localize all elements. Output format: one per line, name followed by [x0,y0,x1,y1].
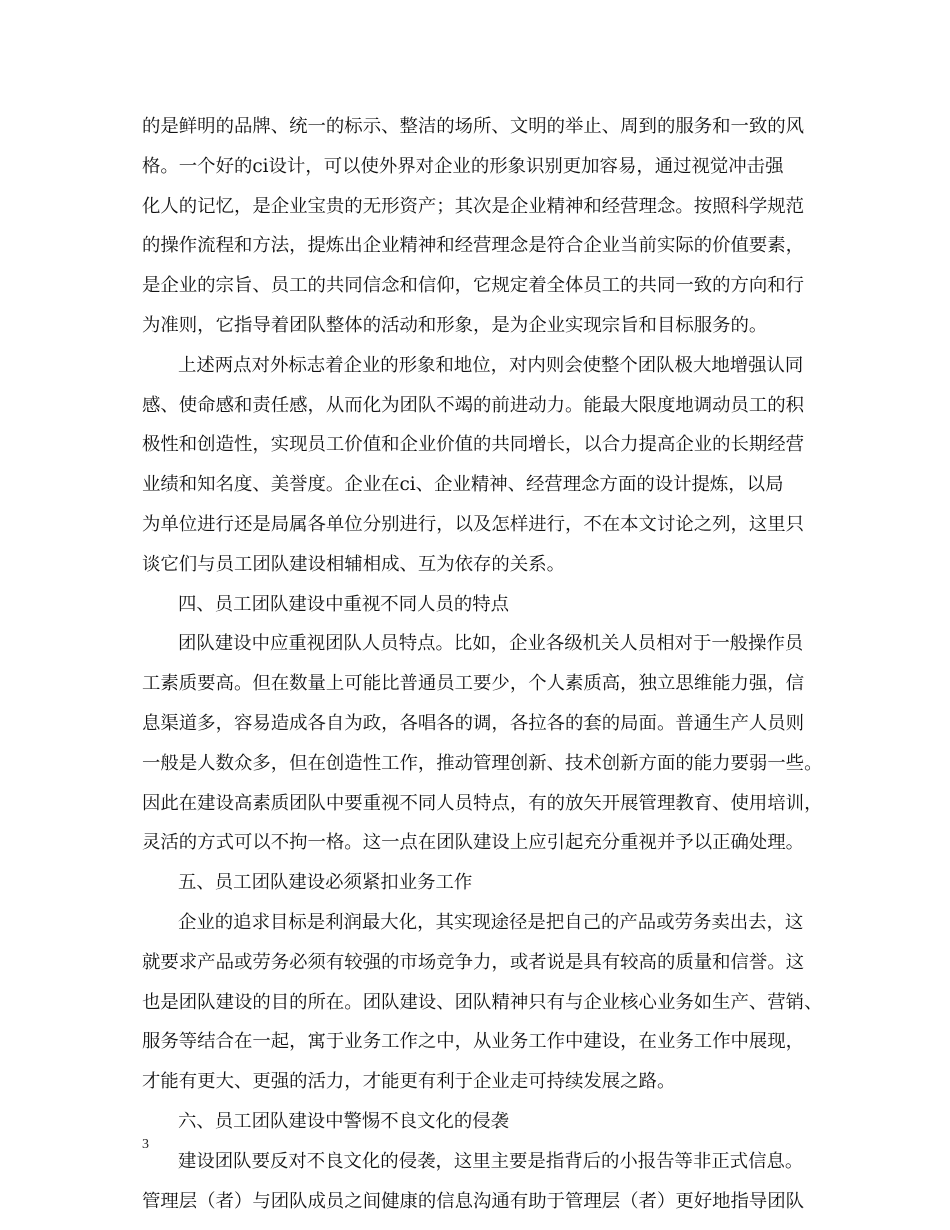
text-line: 工素质要高。但在数量上可能比普通员工要少，个人素质高，独立思维能力强，信 [142,673,805,695]
text-line: 六、员工团队建设中警惕不良文化的侵袭 [178,1110,510,1132]
text-line: 也是团队建设的目的所在。团队建设、团队精神只有与企业核心业务如生产、营销、 [142,991,823,1013]
text-line: 建设团队要反对不良文化的侵袭，这里主要是指背后的小报告等非正式信息。 [178,1150,804,1172]
text-line: 上述两点对外标志着企业的形象和地位，对内则会使整个团队极大地增强认同 [178,354,804,376]
text-line: 是企业的宗旨、员工的共同信念和信仰，它规定着全体员工的共同一致的方向和行 [142,275,805,297]
text-line: 的是鲜明的品牌、统一的标示、整洁的场所、文明的举止、周到的服务和一致的风 [142,116,805,137]
text-line: 为准则，它指导着团队整体的活动和形象，是为企业实现宗旨和目标服务的。 [142,314,768,336]
text-line: 业绩和知名度、美誉度。企业在ci、企业精神、经营理念方面的设计提炼，以局 [142,474,784,496]
text-line: 五、员工团队建设必须紧扣业务工作 [178,872,473,894]
text-line: 息渠道多，容易造成各自为政，各唱各的调，各拉各的套的局面。普通生产人员则 [142,712,805,734]
text-line: 四、员工团队建设中重视不同人员的特点 [178,593,510,615]
text-line: 为单位进行还是局属各单位分别进行，以及怎样进行，不在本文讨论之列，这里只 [142,513,805,535]
text-line: 团队建设中应重视团队人员特点。比如，企业各级机关人员相对于一般操作员 [178,633,804,655]
body-text [142,112,823,1226]
text-line: 谈它们与员工团队建设相辅相成、互为依存的关系。 [142,553,565,575]
text-line: 因此在建设高素质团队中要重视不同人员特点，有的放矢开展管理教育、使用培训， [142,792,823,814]
text-line: 管理层（者）与团队成员之间健康的信息沟通有助于管理层（者）更好地指导团队 [142,1190,805,1212]
text-line: 服务等结合在一起，寓于业务工作之中，从业务工作中建设，在业务工作中展现， [142,1031,805,1053]
text-line: 极性和创造性，实现员工价值和企业价值的共同增长，以合力提高企业的长期经营 [142,434,805,456]
text-line: 化人的记忆，是企业宝贵的无形资产；其次是企业精神和经营理念。按照科学规范 [142,195,805,217]
text-line: 才能有更大、更强的活力，才能更有利于企业走可持续发展之路。 [142,1071,676,1093]
text-line: 的操作流程和方法，提炼出企业精神和经营理念是符合企业当前实际的价值要素， [142,235,805,257]
text-line: 灵活的方式可以不拘一格。这一点在团队建设上应引起充分重视并予以正确处理。 [142,832,805,854]
text-line: 格。一个好的ci设计，可以使外界对企业的形象识别更加容易，通过视觉冲击强 [142,155,784,177]
text-line: 就要求产品或劳务必须有较强的市场竞争力，或者说是具有较高的质量和信誉。这 [142,951,805,973]
page-number: 3 [142,1137,149,1152]
text-line: 感、使命感和责任感，从而化为团队不竭的前进动力。能最大限度地调动员工的积 [142,394,805,416]
text-line: 一般是人数众多，但在创造性工作，推动管理创新、技术创新方面的能力要弱一些。 [142,752,823,774]
text-line: 企业的追求目标是利润最大化，其实现途径是把自己的产品或劳务卖出去，这 [178,911,804,933]
